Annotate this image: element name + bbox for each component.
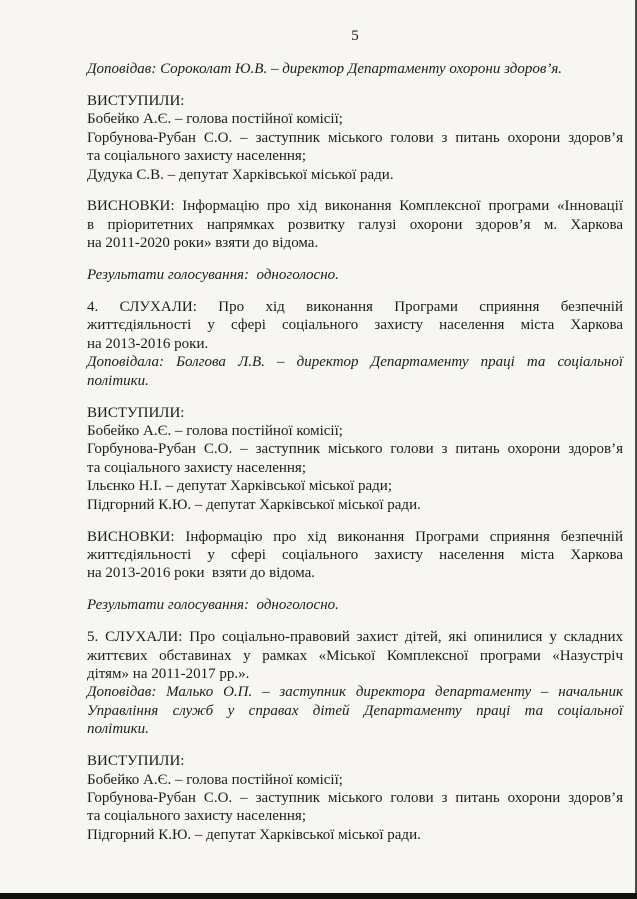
text-line: ВИСНОВКИ: Інформацію про хід виконання Програми сприяння безпечній	[87, 528, 623, 545]
item-3-reporter	[87, 60, 623, 78]
text-line: на 2013-2016 роки взяти до відома.	[87, 565, 316, 582]
text-line: та соціального захисту населення;	[87, 459, 306, 476]
text-line: життєвих обставинах у рамках «Міської Комплексної програми «Назустріч	[87, 647, 623, 664]
text-line: політики.	[87, 721, 149, 738]
text-line: та соціального захисту населення;	[87, 148, 306, 165]
text-line: Горбунова-Рубан С.О. – заступник міського голови з питань охорони здоров’я	[87, 129, 623, 146]
text-line: життєдіяльності у сфері соціального захисту населення міста Харкова	[87, 546, 623, 563]
document-content	[87, 60, 623, 844]
item-4-reporter	[87, 353, 623, 390]
text-line: ВИСТУПИЛИ:	[87, 92, 185, 109]
scan-edge-bottom	[0, 893, 637, 899]
text-line: 5. СЛУХАЛИ: Про соціально-правовий захист дітей, які опинилися у складних	[87, 629, 623, 646]
text-line: Управління служб у справах дітей Департаменту праці та соціальної	[87, 702, 623, 719]
text-line: Горбунова-Рубан С.О. – заступник міського голови з питань охорони здоров’я	[87, 789, 623, 806]
text-line: Бобейко А.Є. – голова постійної комісії;	[87, 423, 343, 439]
item-4-speakers	[87, 404, 623, 514]
page-number: 5	[351, 28, 359, 44]
text-line: Результати голосування: одноголосно.	[87, 267, 339, 284]
text-line: ВИСНОВКИ: Інформацію про хід виконання Комплексної програми «Інновації	[87, 198, 623, 215]
item-4-conclusions	[87, 528, 623, 583]
text-line: Бобейко А.Є. – голова постійної комісії;	[87, 111, 343, 128]
text-line: Доповідав: Малько О.П. – заступник директора департаменту – начальник	[87, 684, 623, 701]
text-line: 4. СЛУХАЛИ: Про хід виконання Програми сприяння безпечній	[87, 299, 623, 316]
text-line: Горбунова-Рубан С.О. – заступник міського голови з питань охорони здоров’я	[87, 441, 623, 458]
item-3-vote-result	[87, 266, 623, 284]
text-line: життєдіяльності у сфері соціального захисту населення міста Харкова	[87, 317, 623, 334]
item-5-speakers	[87, 752, 623, 844]
text-line: політики.	[87, 372, 149, 389]
text-line: Доповідав: Сороколат Ю.В. – директор Департаменту охорони здоров’я.	[87, 61, 563, 77]
text-line: Підгорний К.Ю. – депутат Харківської міської ради.	[87, 826, 421, 843]
text-line: ВИСТУПИЛИ:	[87, 404, 185, 421]
text-line: дітям» на 2011-2017 рр.».	[87, 665, 250, 682]
item-5-heading	[87, 628, 623, 683]
text-line: на 2011-2020 роки» взяти до відома.	[87, 235, 319, 252]
item-3-speakers	[87, 92, 623, 184]
item-3-conclusions	[87, 197, 623, 252]
item-4-heading	[87, 298, 623, 353]
text-line: на 2013-2016 роки.	[87, 335, 209, 352]
text-line: Дудука С.В. – депутат Харківської міської ради.	[87, 166, 394, 183]
item-5-reporter	[87, 683, 623, 738]
text-line: Ільєнко Н.І. – депутат Харківської міської ради;	[87, 478, 392, 495]
text-line: та соціального захисту населення;	[87, 808, 306, 825]
text-line: Підгорний К.Ю. – депутат Харківської міської ради.	[87, 496, 421, 513]
text-line: ВИСТУПИЛИ:	[87, 753, 185, 770]
text-line: в пріоритетних напрямках розвитку галузі охорони здоров’я м. Харкова	[87, 216, 623, 233]
text-line: Бобейко А.Є. – голова постійної комісії;	[87, 771, 343, 788]
item-4-vote-result	[87, 596, 623, 614]
text-line: Доповідала: Болгова Л.В. – директор Департаменту праці та соціальної	[87, 354, 623, 371]
text-line: Результати голосування: одноголосно.	[87, 597, 339, 614]
